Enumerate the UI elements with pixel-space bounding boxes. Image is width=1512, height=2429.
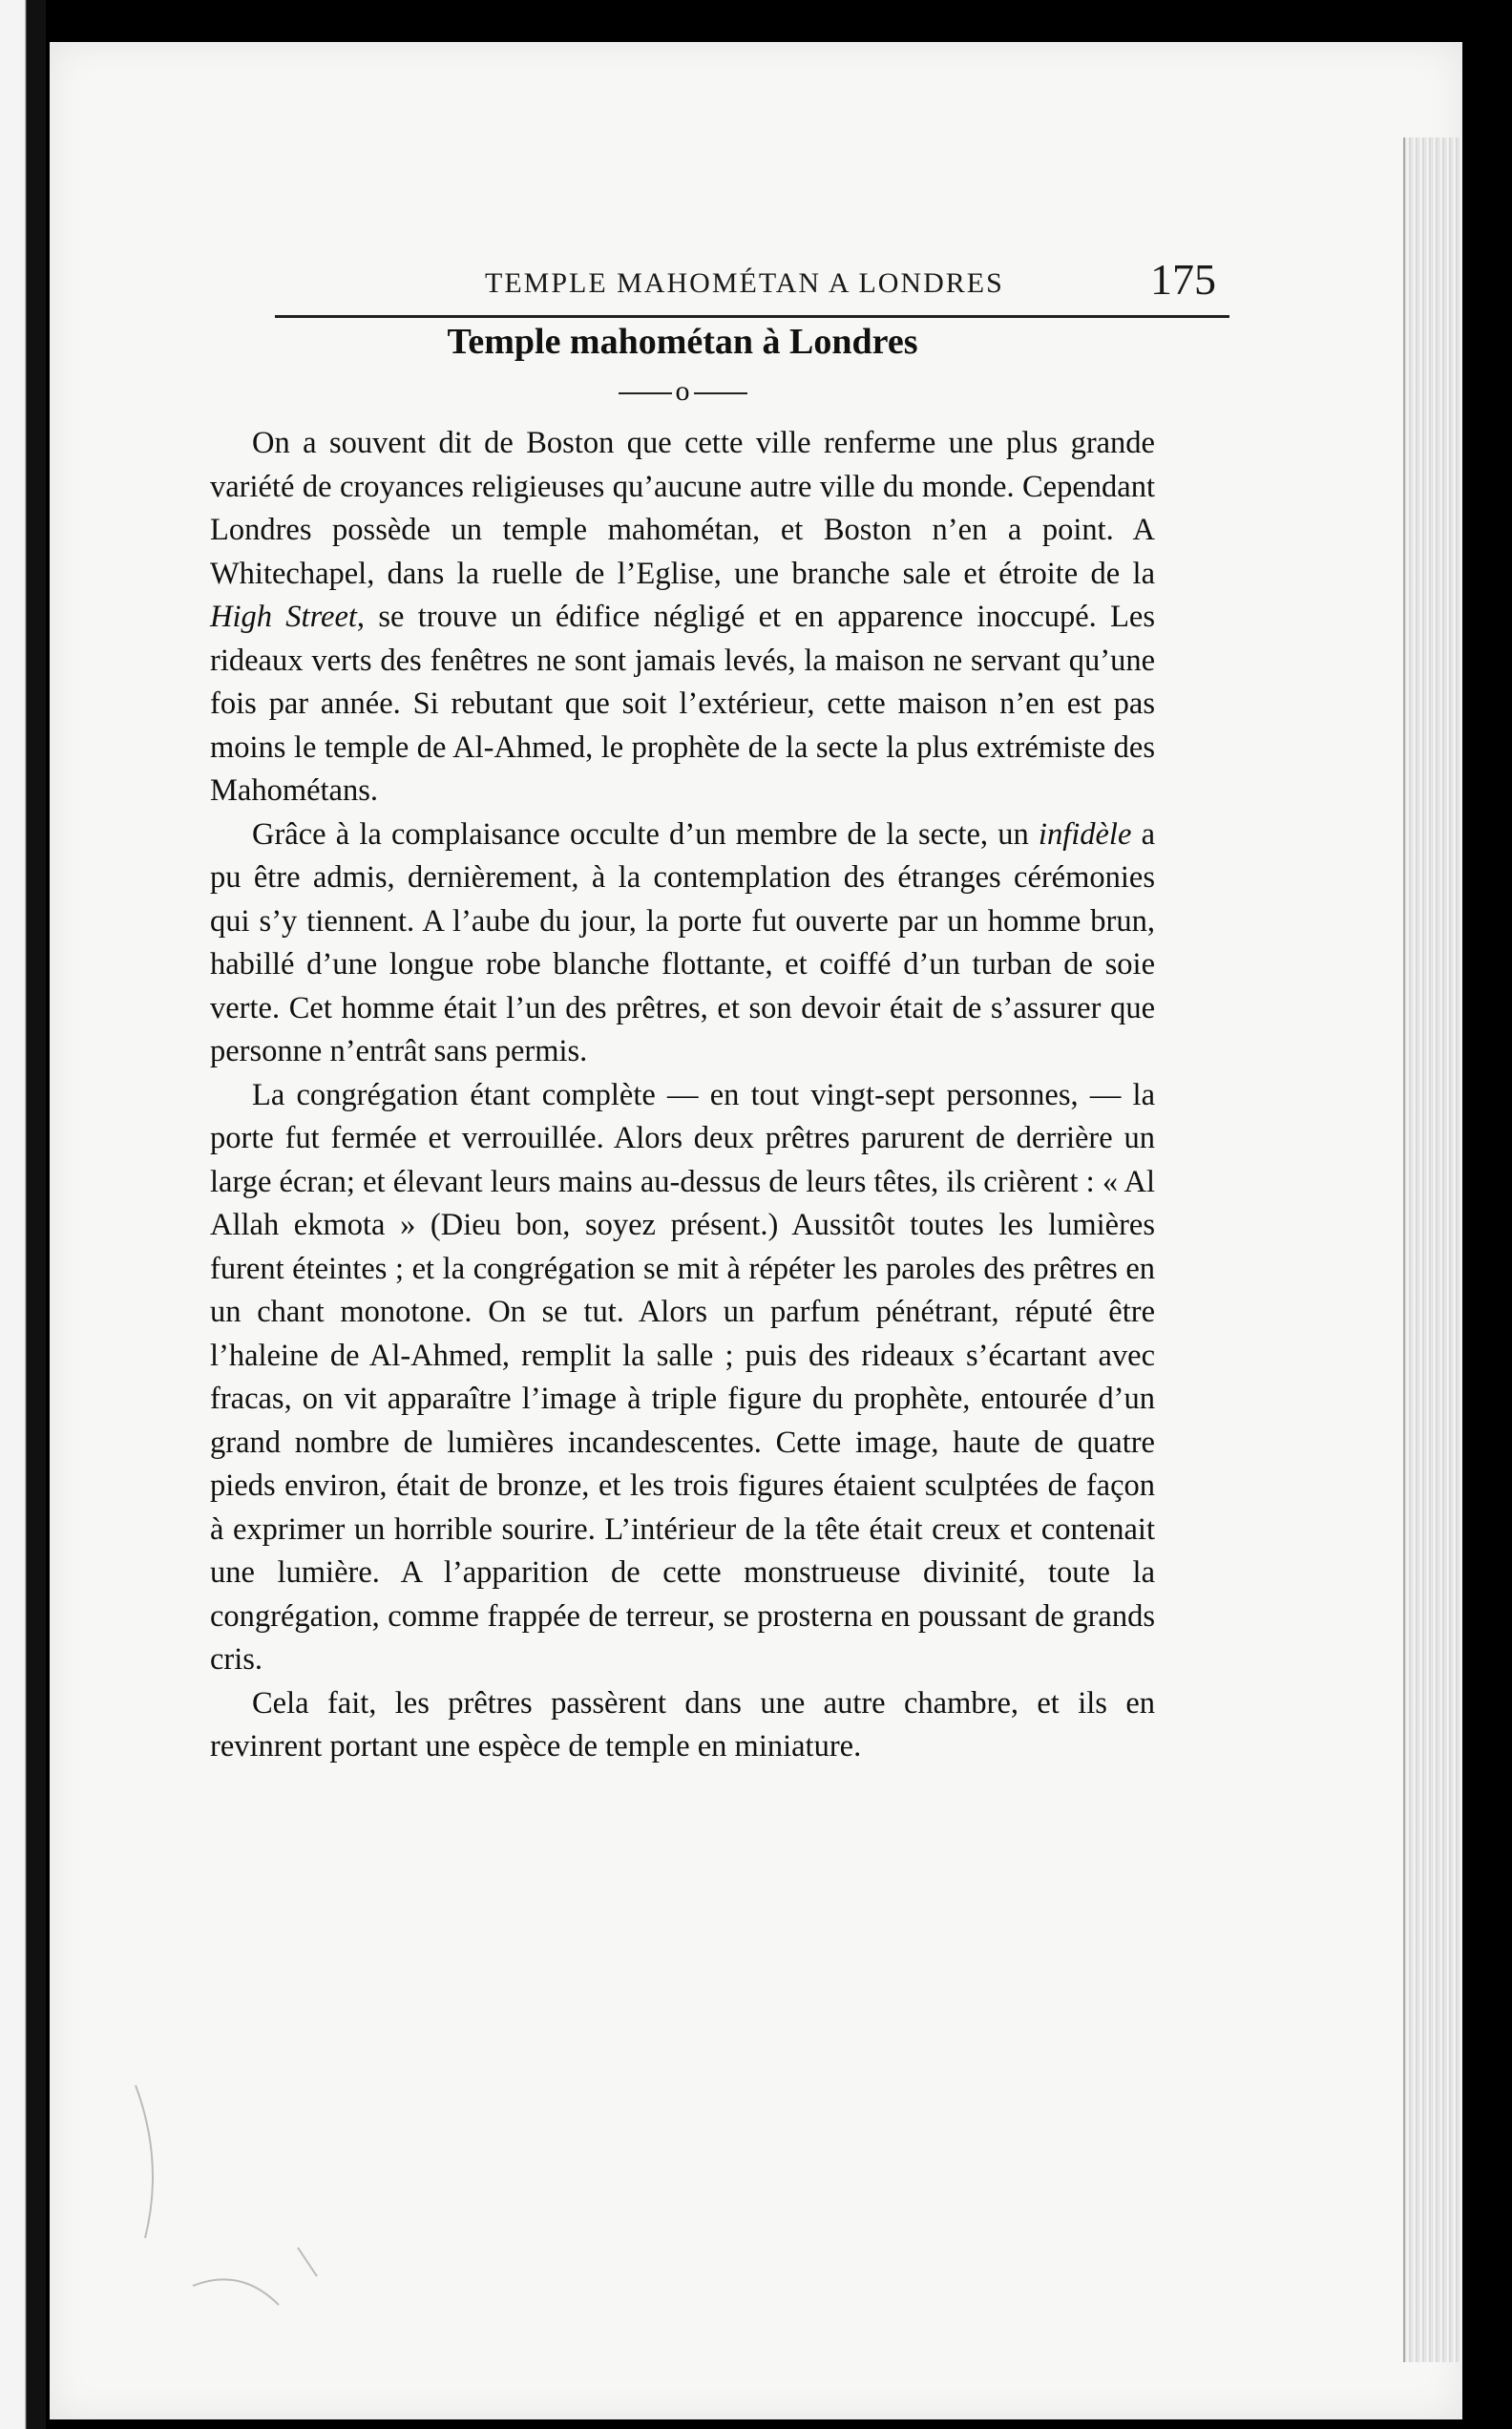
- ornament-dash-left: [619, 392, 672, 394]
- ornament-glyph: o: [675, 375, 690, 407]
- paragraph-text: , se trouve un édifice négligé et en apparence inoccupé. Les rideaux verts des fenêtres ne sont jamais levés, la maison ne servant qu’une fois par année. Si rebutant que soit l’extérieur, cette maison n’en est pas moins le temple de Al-Ahmed, le prophète de la secte la plus extrémiste des Mahométans.: [210, 600, 1155, 808]
- paragraph-text: Grâce à la complaisance occulte d’un membre de la secte, un: [252, 816, 1039, 852]
- paragraph-text: La congrégation étant complète — en tout vingt-sept personnes, — la porte fut fermée et verrouillée. Alors deux prêtres parurent de derrière un large écran; et élevant leurs mains au-dessus de leurs têtes, ils crièrent : « Al Allah ekmota » (Dieu bon, soyez présent.) Aussitôt toutes les lumières furent éteintes ; et la congrégation se mit à répéter les paroles des prêtres en un chant monotone. On se tut. Alors un parfum pénétrant, réputé être l’haleine de Al-Ahmed, remplit la salle ; puis des rideaux s’écartant avec fracas, on vit apparaître l’image à triple figure du prophète, entourée d’un grand nombre de lumières incandescentes. Cette image, haute de quatre pieds environ, était de bronze, et les trois figures étaient sculptées de façon à exprimer un horrible sourire. L’intérieur de la tête était creux et contenait une lumière. A l’apparition de cette monstrueuse divinité, toute la congrégation, comme frappée de terreur, se prosterna en poussant de grands cris.: [210, 1077, 1155, 1677]
- page-number: 175: [1150, 255, 1216, 304]
- italic-text: infidèle: [1038, 816, 1132, 852]
- article-body: [210, 315, 1155, 1769]
- paragraphs: [210, 422, 1155, 1769]
- pencil-marks: [107, 2047, 393, 2334]
- paragraph-text: a pu être admis, dernièrement, à la contemplation des étranges cérémonies qui s’y tiennent. A l’aube du jour, la porte fut ouverte par un homme brun, habillé d’une longue robe blanche flottante, et coiffé d’un turban de soie verte. Cet homme était l’un des prêtres, et son devoir était de s’assurer que personne n’entrât sans permis.: [210, 816, 1155, 1068]
- ornament-dash-right: [694, 392, 747, 394]
- paragraph-text: On a souvent dit de Boston que cette ville renferme une plus grande variété de croyances religieuses qu’aucune autre ville du monde. Cependant Londres possède un temple mahométan, et Boston n’en a point. A Whitechapel, dans la ruelle de l’Eglise, une branche sale et étroite de la: [210, 426, 1155, 591]
- facing-page-edge: [0, 0, 46, 2429]
- paragraph: [210, 422, 1155, 813]
- title-ornament: [210, 370, 1155, 412]
- paragraph: [210, 1074, 1155, 1682]
- italic-text: High Street: [210, 600, 357, 634]
- paragraph-text: Cela fait, les prêtres passèrent dans une autre chambre, et ils en revinrent portant une espèce de temple en miniature.: [210, 1685, 1155, 1764]
- article-title: Temple mahométan à Londres: [447, 322, 918, 362]
- page-stack-edge: [1403, 137, 1462, 2362]
- running-head: [275, 229, 1229, 321]
- paragraph: [210, 813, 1155, 1074]
- running-title: TEMPLE MAHOMÉTAN A LONDRES: [485, 267, 1004, 299]
- paragraph: [210, 1682, 1155, 1769]
